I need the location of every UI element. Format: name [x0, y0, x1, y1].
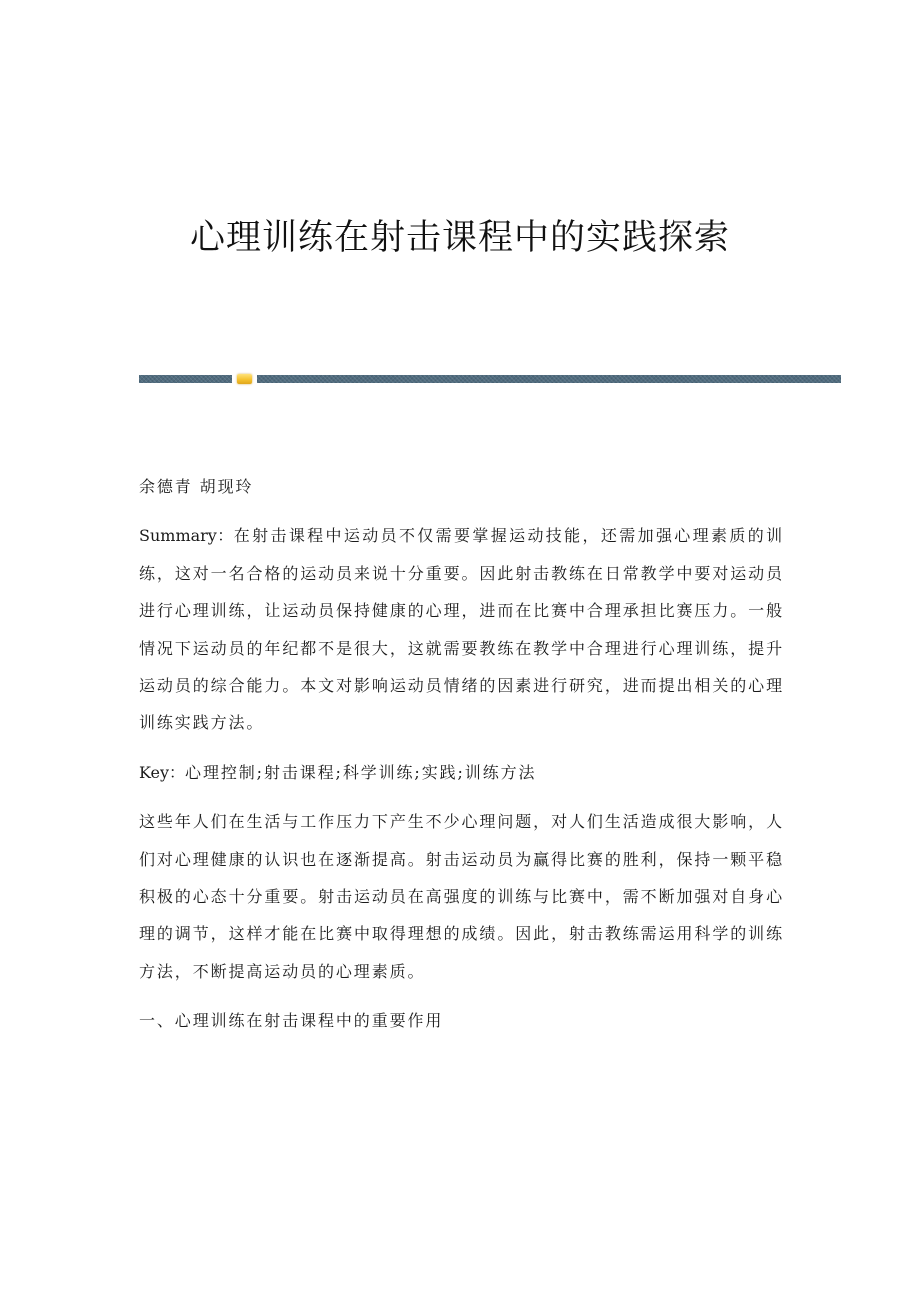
summary-text: 在射击课程中运动员不仅需要掌握运动技能，还需加强心理素质的训练，这对一名合格的运动员来说十分重要。因此射击教练在日常教学中要对运动员进行心理训练，让运动员保持健康的心理，进而在比赛中合理承担比赛压力。一般情况下运动员的年纪都不是很大，这就需要教练在教学中合理进行心理训练，提升运动员的综合能力。本文对影响运动员情绪的因素进行研究，进而提出相关的心理训练实践方法。 [139, 526, 784, 733]
keywords-label: Key： [139, 762, 186, 782]
intro-paragraph: 这些年人们在生活与工作压力下产生不少心理问题，对人们生活造成很大影响，人们对心理健康的认识也在逐渐提高。射击运动员为赢得比赛的胜利，保持一颗平稳积极的心态十分重要。射击运动员在高强度的训练与比赛中，需不断加强对自身心理的调节，这样才能在比赛中取得理想的成绩。因此，射击教练需运用科学的训练方法，不断提高运动员的心理素质。 [139, 812, 784, 981]
divider-bar-right [257, 375, 841, 383]
divider-bar-left [139, 375, 232, 383]
keywords-paragraph [139, 754, 784, 791]
divider-ornament-icon [237, 374, 252, 384]
document-body [139, 468, 784, 1052]
summary-paragraph [139, 517, 784, 741]
page-title: 心理训练在射击课程中的实践探索 [189, 218, 730, 258]
summary-label: Summary： [139, 526, 234, 546]
keywords-text: 心理控制;射击课程;科学训练;实践;训练方法 [185, 762, 537, 782]
authors: 余德青 胡现玲 [139, 477, 254, 496]
section-heading: 一、心理训练在射击课程中的重要作用 [139, 1011, 444, 1031]
title-divider [139, 375, 841, 384]
